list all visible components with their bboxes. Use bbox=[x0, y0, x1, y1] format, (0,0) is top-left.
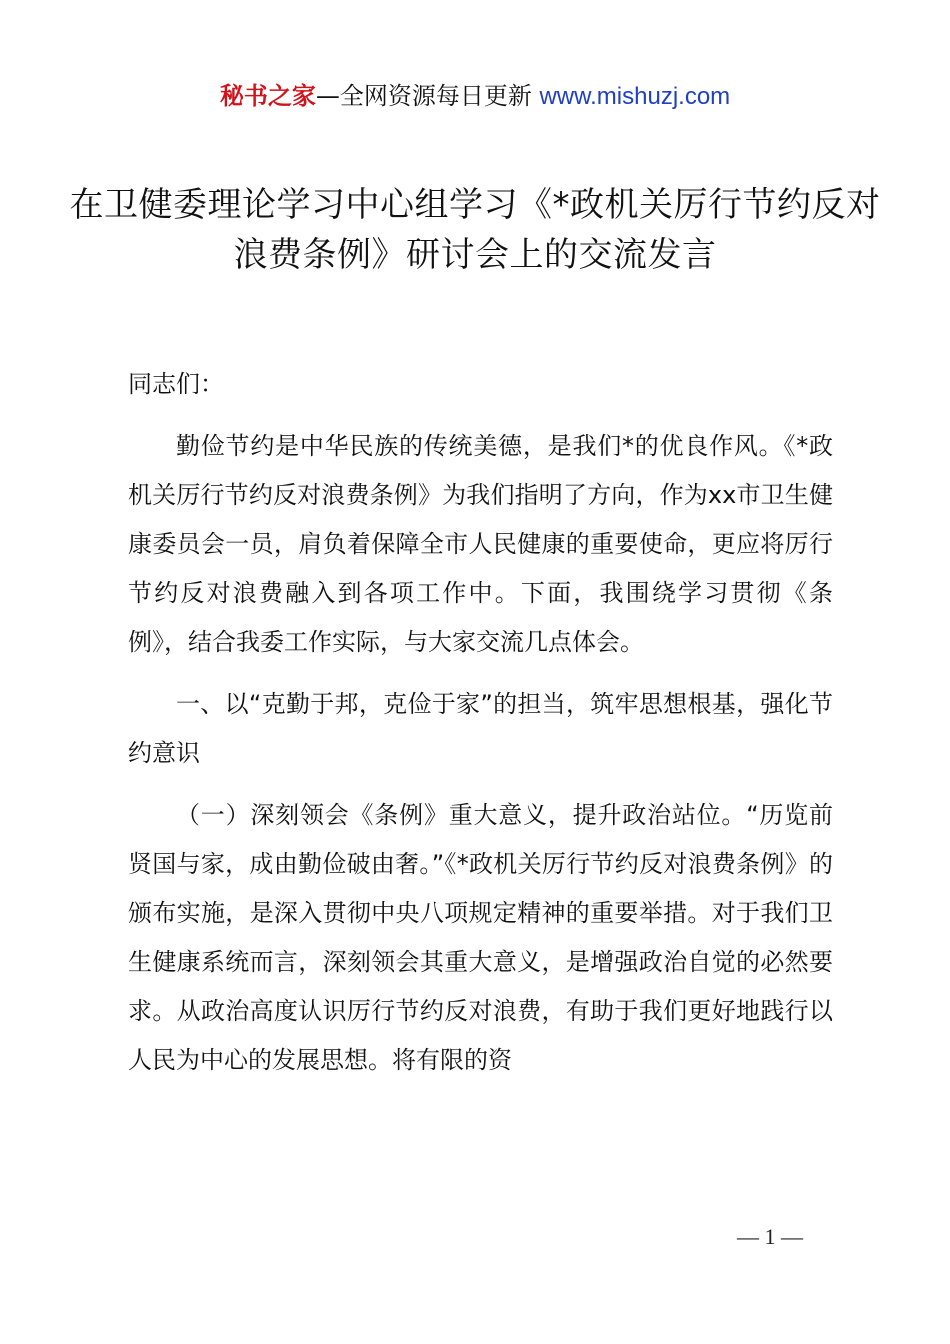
subsection-paragraph: （一）深刻领会《条例》重大意义，提升政治站位。“历览前贤国与家，成由勤俭破由奢。”《*政机关厉行节约反对浪费条例》的颁布实施，是深入贯彻中央八项规定精神的重要举措。对于我们卫生健康系统而言，深刻领会其重大意义，是增强政治自觉的必然要求。从政治高度认识厉行节约反对浪费，有助于我们更好地践行以人民为中心的发展思想。将有限的资 bbox=[128, 801, 833, 1074]
section-heading: 一、以“克勤于邦，克俭于家”的担当，筑牢思想根基，强化节约意识 bbox=[128, 690, 833, 767]
intro-paragraph: 勤俭节约是中华民族的传统美德，是我们*的优良作风。《*政机关厉行节约反对浪费条例》为我们指明了方向，作为xx市卫生健康委员会一员，肩负着保障全市人民健康的重要使命，更应将厉行节约反对浪费融入到各项工作中。下面，我围绕学习贯彻《条例》，结合我委工作实际，与大家交流几点体会。 bbox=[128, 432, 833, 656]
salutation: 同志们： bbox=[128, 370, 224, 398]
document-title: 在卫健委理论学习中心组学习《*政机关厉行节约反对浪费条例》研讨会上的交流发言 bbox=[69, 185, 881, 275]
document-body bbox=[128, 360, 833, 1085]
site-url-link[interactable]: www.mishuzj.com bbox=[539, 83, 731, 110]
site-brand: 秘书之家 bbox=[219, 82, 316, 110]
site-header bbox=[0, 80, 950, 113]
site-tagline: —全网资源每日更新 bbox=[315, 82, 532, 110]
page-number: — 1 — bbox=[737, 1224, 803, 1249]
